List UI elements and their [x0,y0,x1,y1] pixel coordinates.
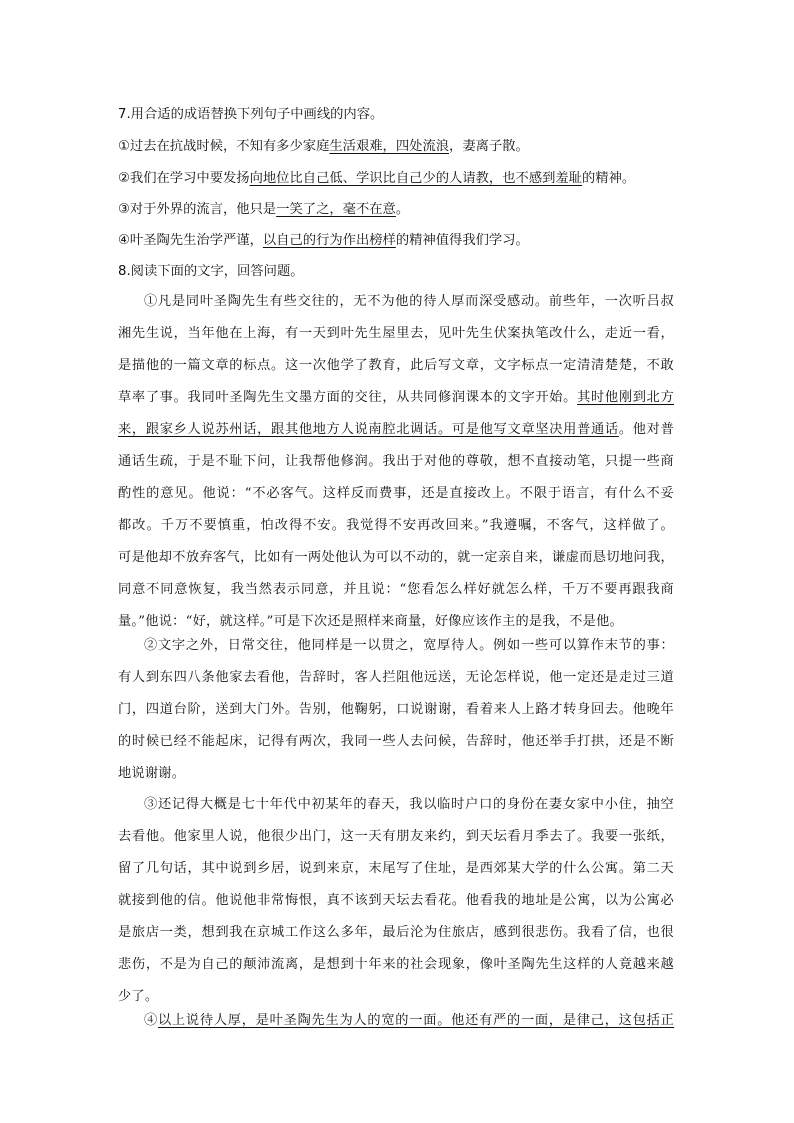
passage-line: 湘先生说，当年他在上海，有一天到叶先生屋里去，见叶先生伏案执笔改什么，走近一看， [118,326,674,341]
underlined-phrase: 其时他刚到北方 [577,390,674,405]
passage-paragraph-4 [118,1005,674,1037]
passage-line: ③还记得大概是七十年代中初某年的春天，我以临时户口的身份在妻女家中小住，抽空 [144,797,674,812]
passage-line: 草率了事。我同叶圣陶先生文墨方面的交往，从共同修润课本的文字开始。其时他刚到北方 [118,390,674,405]
underlined-phrase: 一笑了之，毫不在意 [276,202,396,217]
passage-paragraph-3 [118,789,674,1013]
passage-paragraph-1 [118,286,674,638]
passage-line: ①凡是同叶圣陶先生有些交往的，无不为他的待人厚而深受感动。前些年，一次听吕叔 [144,294,674,309]
item-text: ，妻离子散。 [449,139,529,154]
passage-line: 都改。千万不要慎重，怕改得不安。我觉得不安再改回来。”我遵嘱，不客气，这样做了。 [118,518,674,533]
passage-line: ②文字之外，日常交往，他同样是一以贯之，宽厚待人。例如一些可以算作末节的事： [144,638,674,653]
underlined-phrase: 来，跟家乡人说苏州话，跟其他地方人说南腔北调话。可是他写文章坚决用普通话 [118,422,619,437]
passage-line: 悲伤，不是为自己的颠沛流离，是想到十年来的社会现象，像叶圣陶先生这样的人竟越来越 [118,957,674,972]
underlined-phrase: 以上说待人厚，是叶圣陶先生为人的宽的一面。他还有严的一面，是律己，这包括正 [157,1013,674,1028]
item-text: ②我们在学习中要发扬 [118,171,250,186]
passage-line: 可是他却不放弃客气，比如有一两处他认为可以不动的，就一定亲自来，谦虚而恳切地问我， [118,550,674,565]
item-text: ①过去在抗战时候，不知有多少家庭 [118,139,330,154]
passage-line: 留了几句话，其中说到乡居，说到来京，末尾写了住址，是西郊某大学的什么公寓。第二天 [118,861,674,876]
question-7-item-4 [118,232,529,250]
item-text: ③对于外界的流言，他只是 [118,202,277,217]
question-7-item-1 [118,138,529,156]
question-7-item-2 [118,170,635,188]
passage-line: 酌性的意见。他说：“不必客气。这样反而费事，还是直接改上。不限于语言，有什么不妥 [118,486,674,501]
underlined-phrase: 向地位比自己低、学识比自己少的人请教，也不感到羞耻 [249,171,583,186]
passage-line: 同意不同意恢复，我当然表示同意，并且说：“您看怎么样好就怎么样，千万不要再跟我商 [118,582,674,597]
item-text: 的精神。 [582,171,636,186]
passage-line: 的时候已经不能起床，记得有两次，我同一些人去问候，告辞时，他还举手打拱，还是不断 [118,734,674,749]
underlined-phrase: 生活艰难，四处流浪 [329,139,450,154]
question-8-title: 8.阅读下面的文字，回答问题。 [118,264,304,279]
passage-line: 去看他。他家里人说，他很少出门，这一天有朋友来约，到天坛看月季去了。我要一张纸， [118,829,674,844]
passage-paragraph-2 [118,630,674,790]
passage-line: 通话生疏，于是不耻下问，让我帮他修润。我出于对他的尊敬，想不直接动笔，只提一些商 [118,454,674,469]
question-7-title: 7.用合适的成语替换下列句子中画线的内容。 [118,107,384,122]
passage-line: 地说谢谢。 [118,766,186,781]
underlined-phrase: 以自己的行为作出榜样 [262,233,396,248]
item-text: 。 [395,202,410,217]
passage-line: 是描他的一篇文章的标点。这一次他学了教育，此后写文章，文字标点一定清清楚楚，不敢 [118,358,674,373]
passage-line: 量。”他说：“好，就这样。”可是下次还是照样来商量，好像应该作主的是我，不是他。 [118,614,623,629]
passage-line: 来，跟家乡人说苏州话，跟其他地方人说南腔北调话。可是他写文章坚决用普通话。他对普 [118,422,674,437]
passage-line: 门，四道台阶，送到大门外。告别，他鞠躬，口说谢谢，看着来人上路才转身回去。他晚年 [118,702,674,717]
passage-line: ④以上说待人厚，是叶圣陶先生为人的宽的一面。他还有严的一面，是律己，这包括正 [144,1013,674,1028]
item-text: 的精神值得我们学习。 [395,233,529,248]
passage-line: 有人到东四八条他家去看他，告辞时，客人拦阻他远送，无论怎样说，他一定还是走过三道 [118,670,674,685]
passage-line: 是旅店一类，想到我在京城工作这么多年，最后沦为住旅店，感到很悲伤。我看了信，也很 [118,925,674,940]
passage-line: 就接到他的信。他说他非常悔恨，真不该到天坛去看花。他看我的地址是公寓，以为公寓必 [118,893,674,908]
question-7-item-3 [118,201,409,219]
passage-line: 少了。 [118,989,159,1004]
item-text: ④叶圣陶先生治学严谨， [118,233,263,248]
